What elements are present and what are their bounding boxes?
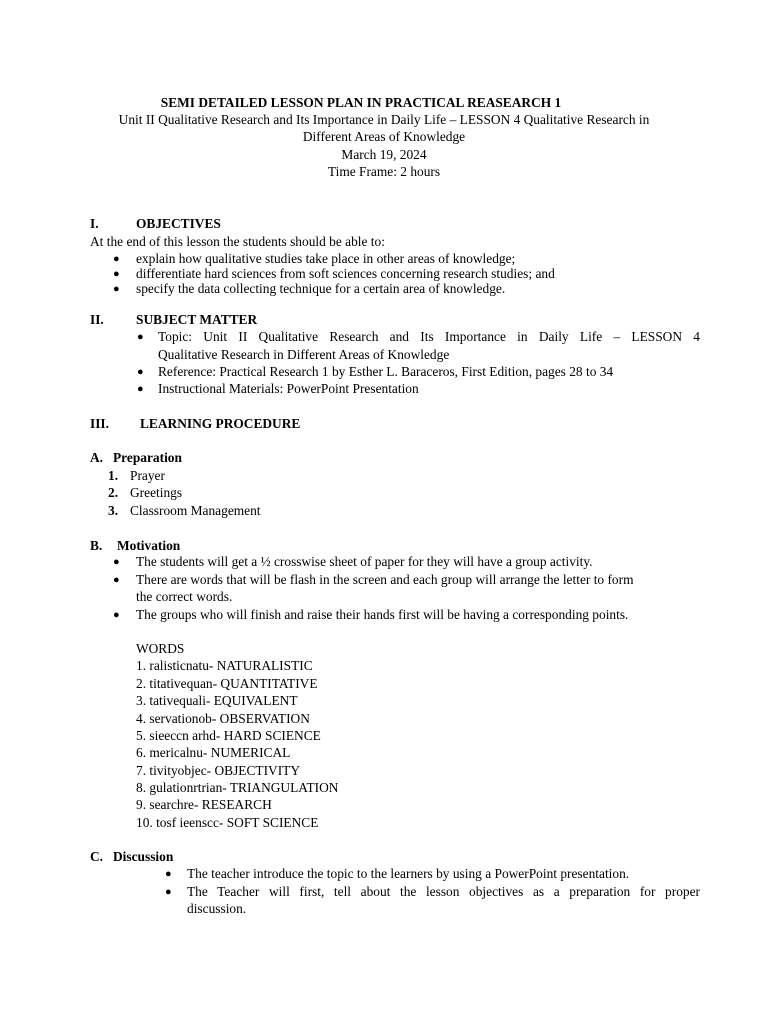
- bullet-icon: ●: [113, 283, 120, 295]
- topic-line1: Topic: Unit II Qualitative Research and Its Importance in Daily Life – LESSON 4: [158, 329, 700, 344]
- discussion-item-line1: The Teacher will first, tell about the lesson objectives as a preparation for proper: [187, 884, 700, 899]
- word-item: 4. servationob- OBSERVATION: [136, 711, 310, 726]
- subsection-heading-preparation: Preparation: [113, 450, 182, 465]
- objectives-intro: At the end of this lesson the students should be able to:: [90, 234, 385, 249]
- list-number: 2.: [108, 485, 119, 500]
- bullet-icon: ●: [113, 253, 120, 265]
- discussion-item: The teacher introduce the topic to the learners by using a PowerPoint presentation.: [187, 866, 630, 881]
- objective-item: specify the data collecting technique for a certain area of knowledge.: [136, 281, 506, 296]
- time-frame: Time Frame: 2 hours: [327, 164, 441, 179]
- word-item: 3. tativequali- EQUIVALENT: [136, 693, 298, 708]
- section-number-procedure: III.: [90, 416, 109, 431]
- bullet-icon: ●: [113, 556, 120, 568]
- motivation-item-line1: There are words that will be flash in the screen and each group will arrange the letter to form: [136, 572, 634, 587]
- reference-item: Reference: Practical Research 1 by Esther L. Baraceros, First Edition, pages 28 to 34: [158, 364, 614, 379]
- section-number-objectives: I.: [90, 216, 99, 231]
- preparation-item: Classroom Management: [130, 503, 261, 518]
- motivation-item: The students will get a ½ crosswise sheet of paper for they will have a group activity.: [136, 554, 593, 569]
- subsection-heading-motivation: Motivation: [117, 538, 181, 553]
- word-item: 5. sieeccn arhd- HARD SCIENCE: [136, 728, 321, 743]
- bullet-icon: ●: [137, 366, 144, 378]
- list-number: 3.: [108, 503, 119, 518]
- word-item: 6. mericalnu- NUMERICAL: [136, 745, 291, 760]
- discussion-item-line2: discussion.: [187, 901, 247, 916]
- subsection-letter-preparation: A.: [90, 450, 104, 465]
- motivation-item: The groups who will finish and raise their hands first will be having a corresponding points.: [136, 607, 629, 622]
- motivation-item-line2: the correct words.: [136, 589, 233, 604]
- subsection-heading-discussion: Discussion: [113, 849, 174, 864]
- list-number: 1.: [108, 468, 119, 483]
- unit-title-line1: Unit II Qualitative Research and Its Importance in Daily Life – LESSON 4 Qualitative Research in: [118, 112, 650, 127]
- objective-item: explain how qualitative studies take place in other areas of knowledge;: [136, 251, 516, 266]
- word-item: 7. tivityobjec- OBJECTIVITY: [136, 763, 301, 778]
- lesson-date: March 19, 2024: [341, 147, 427, 162]
- preparation-item: Greetings: [130, 485, 183, 500]
- materials-item: Instructional Materials: PowerPoint Presentation: [158, 381, 419, 396]
- word-item: 1. ralisticnatu- NATURALISTIC: [136, 658, 313, 673]
- bullet-icon: ●: [137, 383, 144, 395]
- bullet-icon: ●: [113, 268, 120, 280]
- word-item: 9. searchre- RESEARCH: [136, 797, 272, 812]
- bullet-icon: ●: [165, 868, 172, 880]
- word-item: 2. titativequan- QUANTITATIVE: [136, 676, 318, 691]
- word-item: 10. tosf ieenscc- SOFT SCIENCE: [136, 815, 319, 830]
- section-heading-objectives: OBJECTIVES: [136, 216, 221, 231]
- unit-title-line2: Different Areas of Knowledge: [302, 129, 466, 144]
- subsection-letter-motivation: B.: [90, 538, 103, 553]
- topic-line2: Qualitative Research in Different Areas of Knowledge: [158, 347, 450, 362]
- bullet-icon: ●: [113, 609, 120, 621]
- words-heading: WORDS: [136, 641, 185, 656]
- section-heading-procedure: LEARNING PROCEDURE: [140, 416, 301, 431]
- bullet-icon: ●: [165, 886, 172, 898]
- document-title: SEMI DETAILED LESSON PLAN IN PRACTICAL REASEARCH 1: [160, 95, 562, 110]
- preparation-item: Prayer: [130, 468, 165, 483]
- objective-item: differentiate hard sciences from soft sciences concerning research studies; and: [136, 266, 555, 281]
- word-item: 8. gulationrtrian- TRIANGULATION: [136, 780, 339, 795]
- subsection-letter-discussion: C.: [90, 849, 104, 864]
- bullet-icon: ●: [113, 574, 120, 586]
- section-heading-subject-matter: SUBJECT MATTER: [136, 312, 258, 327]
- bullet-icon: ●: [137, 331, 144, 343]
- section-number-subject-matter: II.: [90, 312, 104, 327]
